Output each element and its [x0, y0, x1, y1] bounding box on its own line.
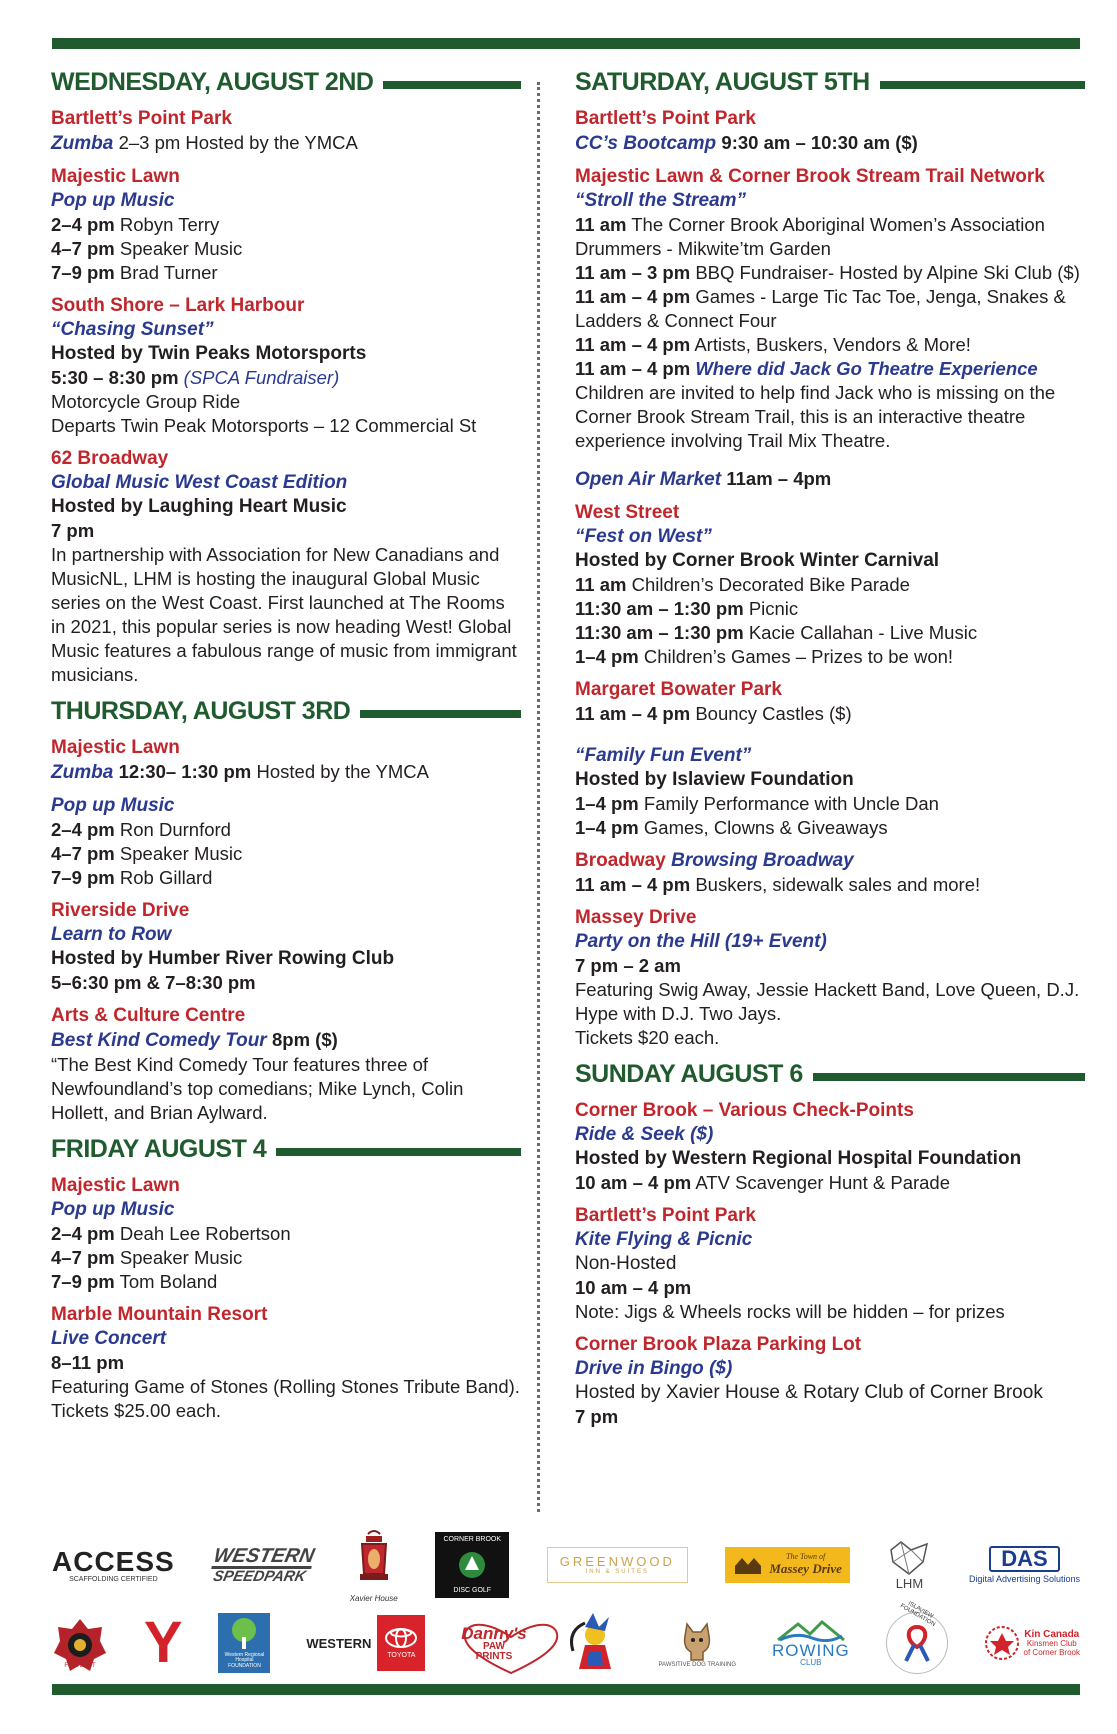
time: 11 am – 4 pm: [575, 703, 691, 724]
fire-department-logo: [52, 1617, 108, 1669]
kin-canada-logo: [984, 1625, 1080, 1661]
das-logo: [969, 1546, 1080, 1584]
venue-block: [51, 1303, 521, 1423]
schedule-row: [51, 866, 521, 890]
event-name: Live Concert: [51, 1328, 167, 1349]
venue-block: [51, 899, 521, 995]
western-speedpark-logo: [208, 1546, 316, 1584]
schedule-row: [575, 645, 1085, 669]
schedule-row: [575, 702, 1085, 726]
time: 11 am – 4 pm: [575, 286, 691, 307]
day-title: SUNDAY AUGUST 6: [575, 1060, 803, 1088]
lhm-logo: [887, 1540, 931, 1591]
schedule-row: [51, 818, 521, 842]
day-heading: [575, 68, 1085, 97]
time: 2–4 pm: [51, 214, 115, 235]
event-line: [51, 1028, 521, 1053]
day-saturday: [575, 68, 1085, 1050]
day-title: THURSDAY, AUGUST 3RD: [51, 697, 351, 725]
mountain-wave-icon: [776, 1620, 846, 1642]
time-line: [51, 366, 521, 390]
pawsitive-dog-training-logo: [658, 1618, 736, 1668]
event-time: 8pm ($): [271, 1029, 338, 1050]
venue-block: [51, 447, 521, 687]
time: 11:30 am – 1:30 pm: [575, 598, 744, 619]
day-friday: [51, 1135, 521, 1423]
venue-block: [51, 1004, 521, 1125]
logo-text: CORNER BROOK: [443, 1536, 502, 1543]
time: 11 am: [575, 214, 627, 235]
description: In partnership with Association for New Canadians and MusicNL, LHM is hosting the inaugural Global Music series on the West Coast. First launched at The Rooms in 2021, this popular series is now heading West! Global Music features a fabulous range of music from immigrant musicians.: [51, 544, 517, 685]
venue-block: [575, 744, 1085, 840]
performer: Deah Lee Robertson: [119, 1223, 291, 1244]
time: 7–9 pm: [51, 262, 115, 283]
venue-name: Corner Brook – Various Check-Points: [575, 1100, 914, 1121]
venue-block: [575, 1204, 1085, 1324]
day-heading: [575, 1060, 1085, 1089]
logo-text: ACCESS: [52, 1545, 175, 1577]
activity: Bouncy Castles ($): [695, 703, 852, 724]
disc-golf-basket-icon: [457, 1550, 487, 1580]
logo-text: The Town of: [786, 1552, 826, 1562]
activity: Games, Clowns & Giveaways: [643, 817, 888, 838]
venue-block: [51, 294, 521, 438]
town-of-massey-drive-logo: [725, 1547, 850, 1582]
event-name: Global Music West Coast Edition: [51, 472, 348, 493]
venue-name: South Shore – Lark Harbour: [51, 295, 305, 316]
logo-text: Kin Canada: [1024, 1628, 1080, 1640]
time: 11:30 am – 1:30 pm: [575, 622, 744, 643]
schedule-row: [575, 285, 1085, 333]
heading-rule: [383, 81, 521, 89]
heading-rule: [360, 710, 521, 718]
logo-text: GREENWOOD: [559, 1553, 675, 1569]
time-note: (SPCA Fundraiser): [183, 367, 340, 388]
event-name: Learn to Row: [51, 924, 172, 945]
schedule-row: [575, 213, 1085, 261]
venue-name: Massey Drive: [575, 907, 697, 928]
event-host: Hosted by the YMCA: [256, 761, 429, 782]
toyota-emblem-icon: [384, 1627, 418, 1649]
event-name: “Stroll the Stream”: [575, 190, 747, 211]
houses-icon: [733, 1554, 763, 1576]
logo-text: PAWSITIVE DOG TRAINING: [658, 1662, 737, 1668]
day-wednesday: [51, 68, 521, 687]
greenwood-inn-logo: [547, 1547, 688, 1584]
event-line: [51, 131, 521, 156]
logo-subtext: PRINTS: [475, 1650, 513, 1662]
logo-subtext: of Corner Brook: [1023, 1647, 1080, 1657]
venue-block: [575, 1099, 1085, 1195]
venue-name: Majestic Lawn: [51, 166, 180, 187]
event-name: Zumba: [51, 133, 114, 154]
time: 1–4 pm: [575, 646, 639, 667]
xavier-house-logo: [350, 1528, 398, 1603]
venue-name: Broadway: [575, 850, 666, 871]
event-name: Zumba: [51, 762, 114, 783]
event-name: “Family Fun Event”: [575, 745, 752, 766]
logo-text: Danny's: [461, 1623, 527, 1643]
time: 5:30 – 8:30 pm: [51, 367, 179, 388]
event-name: Party on the Hill (19+ Event): [575, 931, 827, 952]
venue-name: Corner Brook Plaza Parking Lot: [575, 1334, 862, 1355]
venue-block: [575, 906, 1085, 1050]
activity: BBQ Fundraiser- Hosted by Alpine Ski Club ($): [695, 262, 1080, 283]
venue-block: [575, 678, 1085, 726]
performer: Robyn Terry: [119, 214, 220, 235]
host-line: Hosted by Humber River Rowing Club: [51, 948, 395, 969]
activity: The Corner Brook Aboriginal Women’s Association Drummers - Mikwite’tm Garden: [575, 214, 1045, 259]
host-line: Non-Hosted: [575, 1253, 677, 1274]
schedule-row: [575, 792, 1085, 816]
logo-subtext: SPEEDPARK: [211, 1568, 308, 1585]
activity: Buskers, sidewalk sales and more!: [695, 874, 981, 895]
event-time: 12:30– 1:30 pm: [118, 761, 252, 782]
logo-text: FIRE DEPT: [64, 1663, 96, 1669]
performer: Speaker Music: [119, 238, 243, 259]
heading-rule: [813, 1073, 1085, 1081]
note-line: Note: Jigs & Wheels rocks will be hidden – for prizes: [575, 1301, 1005, 1322]
time: 1–4 pm: [575, 817, 639, 838]
host-line: Hosted by Twin Peaks Motorsports: [51, 343, 367, 364]
activity: Kacie Callahan - Live Music: [748, 622, 978, 643]
event-line: [575, 467, 1085, 492]
time-line: 7 pm: [575, 1406, 619, 1427]
host-line: Hosted by Islaview Foundation: [575, 769, 854, 790]
ymca-logo: [143, 1610, 183, 1675]
dog-icon: [677, 1618, 717, 1662]
venue-block: [575, 1333, 1085, 1429]
event-name: Kite Flying & Picnic: [575, 1229, 753, 1250]
event-name: Pop up Music: [51, 1199, 175, 1220]
day-sunday: [575, 1060, 1085, 1429]
schedule-row: [575, 333, 1085, 357]
schedule-row: [575, 1171, 1085, 1195]
performer: Tom Boland: [119, 1271, 218, 1292]
activity: Children’s Games – Prizes to be won!: [643, 646, 954, 667]
schedule-row: [575, 621, 1085, 645]
venue-name: Riverside Drive: [51, 900, 190, 921]
day-title: FRIDAY AUGUST 4: [51, 1135, 267, 1163]
logo-subtext: Massey Drive: [769, 1561, 842, 1577]
logo-text: Xavier House: [349, 1593, 398, 1603]
event-time: 9:30 am – 10:30 am ($): [721, 132, 918, 153]
time: 10 am – 4 pm: [575, 1172, 692, 1193]
schedule-row: [575, 873, 1085, 897]
time-line: 8–11 pm: [51, 1352, 125, 1373]
time: 11 am – 4 pm: [575, 334, 691, 355]
venue-block: [575, 467, 1085, 492]
lhm-heart-icon: [887, 1540, 931, 1576]
event-name: Pop up Music: [51, 795, 175, 816]
schedule-row: [51, 1246, 521, 1270]
logo-text: LHM: [895, 1575, 924, 1591]
lantern-icon: [354, 1528, 394, 1594]
time: 11 am – 4 pm: [575, 358, 691, 379]
event-line: [575, 131, 1085, 156]
host-line: Hosted by Laughing Heart Music: [51, 496, 347, 517]
schedule-row: [575, 357, 1085, 381]
activity: Picnic: [748, 598, 799, 619]
logo-text: WESTERN: [211, 1545, 317, 1567]
time: 7–9 pm: [51, 867, 115, 888]
schedule-row: [51, 237, 521, 261]
detail-line: Departs Twin Peak Motorsports – 12 Commercial St: [51, 415, 477, 436]
schedule-row: [575, 816, 1085, 840]
venue-name: Arts & Culture Centre: [51, 1005, 246, 1026]
event-line: [575, 849, 1085, 873]
event-time: 11am – 4pm: [726, 468, 832, 489]
logo-subtext: TOYOTA: [387, 1652, 416, 1659]
event-name: Ride & Seek ($): [575, 1124, 714, 1145]
schedule-row: [51, 842, 521, 866]
event-name: “Fest on West”: [575, 526, 712, 547]
column-divider: [537, 82, 540, 1512]
day-title: SATURDAY, AUGUST 5TH: [575, 68, 870, 96]
venue-block: [575, 107, 1085, 156]
activity: Children’s Decorated Bike Parade: [631, 574, 910, 595]
event-detail: 2–3 pm Hosted by the YMCA: [118, 132, 358, 153]
time: 2–4 pm: [51, 819, 115, 840]
carnival-jester-icon: [563, 1611, 623, 1675]
activity: Games - Large Tic Tac Toe, Jenga, Snakes & Ladders & Connect Four: [575, 286, 1066, 331]
venue-block: [51, 107, 521, 156]
day-heading: [51, 697, 521, 726]
venue-block: [575, 165, 1085, 453]
time-line: 5–6:30 pm & 7–8:30 pm: [51, 972, 256, 993]
tree-icon: [226, 1617, 262, 1651]
event-name: Pop up Music: [51, 190, 175, 211]
right-column: [575, 68, 1085, 1439]
sponsor-row-2: [52, 1600, 1080, 1678]
venue-name: West Street: [575, 502, 680, 523]
performer: Rob Gillard: [119, 867, 213, 888]
logo-subtext: DISC GOLF: [453, 1587, 492, 1594]
logo-subtext: Kinsmen Club: [1026, 1638, 1077, 1648]
venue-block: [51, 736, 521, 890]
western-hospital-foundation-logo: [218, 1613, 270, 1673]
venue-name: Majestic Lawn: [51, 737, 180, 758]
time-line: 10 am – 4 pm: [575, 1277, 692, 1298]
activity: ATV Scavenger Hunt & Parade: [695, 1172, 951, 1193]
venue-name: Marble Mountain Resort: [51, 1304, 268, 1325]
left-column: [51, 68, 521, 1433]
time: 2–4 pm: [51, 1223, 115, 1244]
description: Featuring Swig Away, Jessie Hackett Band, Love Queen, D.J. Hype with D.J. Two Jays.: [575, 979, 1080, 1024]
performer: Speaker Music: [119, 843, 243, 864]
schedule-row: [51, 261, 521, 285]
time-line: 7 pm – 2 am: [575, 955, 681, 976]
time: 11 am: [575, 574, 627, 595]
detail-line: Motorcycle Group Ride: [51, 391, 241, 412]
venue-name: Majestic Lawn & Corner Brook Stream Trail Network: [575, 166, 1045, 187]
logo-subtext: CLUB: [800, 1657, 822, 1667]
logo-text: WESTERN: [306, 1635, 372, 1651]
time: 7–9 pm: [51, 1271, 115, 1292]
schedule-row: [51, 213, 521, 237]
logo-text: DAS: [989, 1546, 1059, 1572]
performer: Brad Turner: [119, 262, 218, 283]
venue-block: [51, 165, 521, 285]
schedule-row: [51, 1270, 521, 1294]
day-title: WEDNESDAY, AUGUST 2ND: [51, 68, 374, 96]
time: 11 am – 4 pm: [575, 874, 691, 895]
venue-name: Margaret Bowater Park: [575, 679, 782, 700]
event-name: Drive in Bingo ($): [575, 1358, 733, 1379]
logo-text: ISLAVIEW FOUNDATION: [898, 1600, 936, 1629]
time-line: 7 pm: [51, 520, 95, 541]
performer: Speaker Music: [119, 1247, 243, 1268]
host-line: Hosted by Western Regional Hospital Foundation: [575, 1148, 1022, 1169]
venue-name: Bartlett’s Point Park: [51, 108, 232, 129]
event-name: “Chasing Sunset”: [51, 319, 214, 340]
venue-name: Bartlett’s Point Park: [575, 108, 756, 129]
day-heading: [51, 68, 521, 97]
time: 4–7 pm: [51, 843, 115, 864]
sponsor-row-1: [52, 1520, 1080, 1610]
day-thursday: [51, 697, 521, 1125]
activity: Where did Jack Go Theatre Experience: [695, 358, 1038, 379]
heading-rule: [276, 1148, 521, 1156]
logo-text: Y: [143, 1610, 183, 1675]
logo-subtext: INN & SUITES: [585, 1569, 649, 1576]
logo-subtext: Digital Advertising Solutions: [968, 1574, 1080, 1584]
activity: Artists, Buskers, Vendors & More!: [694, 334, 971, 355]
schedule-row: [575, 597, 1085, 621]
corner-brook-disc-golf-logo: [435, 1532, 509, 1598]
logo-text: ROWING: [771, 1640, 850, 1660]
description: “The Best Kind Comedy Tour features three of Newfoundland’s top comedians; Mike Lynch, Colin Hollett, and Brian Aylward.: [51, 1054, 464, 1123]
event-line: [51, 760, 521, 785]
rowing-club-logo: [772, 1620, 850, 1667]
time: 11 am – 3 pm: [575, 262, 691, 283]
top-border-bar: [52, 38, 1080, 49]
time: 4–7 pm: [51, 1247, 115, 1268]
logo-subtext: SCAFFOLDING CERTIFIED: [69, 1575, 158, 1583]
description: Children are invited to help find Jack who is missing on the Corner Brook Stream Trail, this is an interactive theatre experience involving Trail Mix Theatre.: [575, 382, 1056, 451]
activity: Family Performance with Uncle Dan: [643, 793, 939, 814]
performer: Ron Durnford: [119, 819, 231, 840]
venue-block: [575, 501, 1085, 669]
description: Featuring Game of Stones (Rolling Stones Tribute Band). Tickets $25.00 each.: [51, 1376, 520, 1421]
event-name: Open Air Market: [575, 469, 722, 490]
schedule-row: [575, 573, 1085, 597]
logo-subtext: PAW: [482, 1640, 505, 1652]
venue-block: [51, 1174, 521, 1294]
islaview-foundation-logo: [886, 1600, 948, 1674]
host-line: Hosted by Xavier House & Rotary Club of Corner Brook: [575, 1382, 1043, 1403]
event-name: Browsing Broadway: [671, 850, 854, 871]
event-name: CC’s Bootcamp: [575, 133, 717, 154]
schedule-row: [575, 261, 1085, 285]
event-name: Best Kind Comedy Tour: [51, 1030, 267, 1051]
time: 4–7 pm: [51, 238, 115, 259]
time: 1–4 pm: [575, 793, 639, 814]
schedule-row: [51, 1222, 521, 1246]
ribbon-icon: [902, 1623, 932, 1663]
carnival-mascot-logo: [563, 1611, 623, 1675]
venue-name: Bartlett’s Point Park: [575, 1205, 756, 1226]
venue-block: [575, 849, 1085, 897]
kin-badge-icon: [984, 1625, 1020, 1661]
day-heading: [51, 1135, 521, 1164]
venue-name: Majestic Lawn: [51, 1175, 180, 1196]
western-toyota-logo: [306, 1615, 425, 1671]
venue-name: 62 Broadway: [51, 448, 169, 469]
disc-golf-badge: [435, 1532, 509, 1598]
dannys-paw-prints-logo: [461, 1625, 526, 1662]
access-scaffolding-logo: [52, 1545, 175, 1583]
bottom-border-bar: [52, 1684, 1080, 1695]
tickets-line: Tickets $20 each.: [575, 1027, 720, 1048]
host-line: Hosted by Corner Brook Winter Carnival: [575, 550, 940, 571]
logo-text: Western Regional Hospital FOUNDATION: [224, 1651, 265, 1669]
heading-rule: [880, 81, 1085, 89]
